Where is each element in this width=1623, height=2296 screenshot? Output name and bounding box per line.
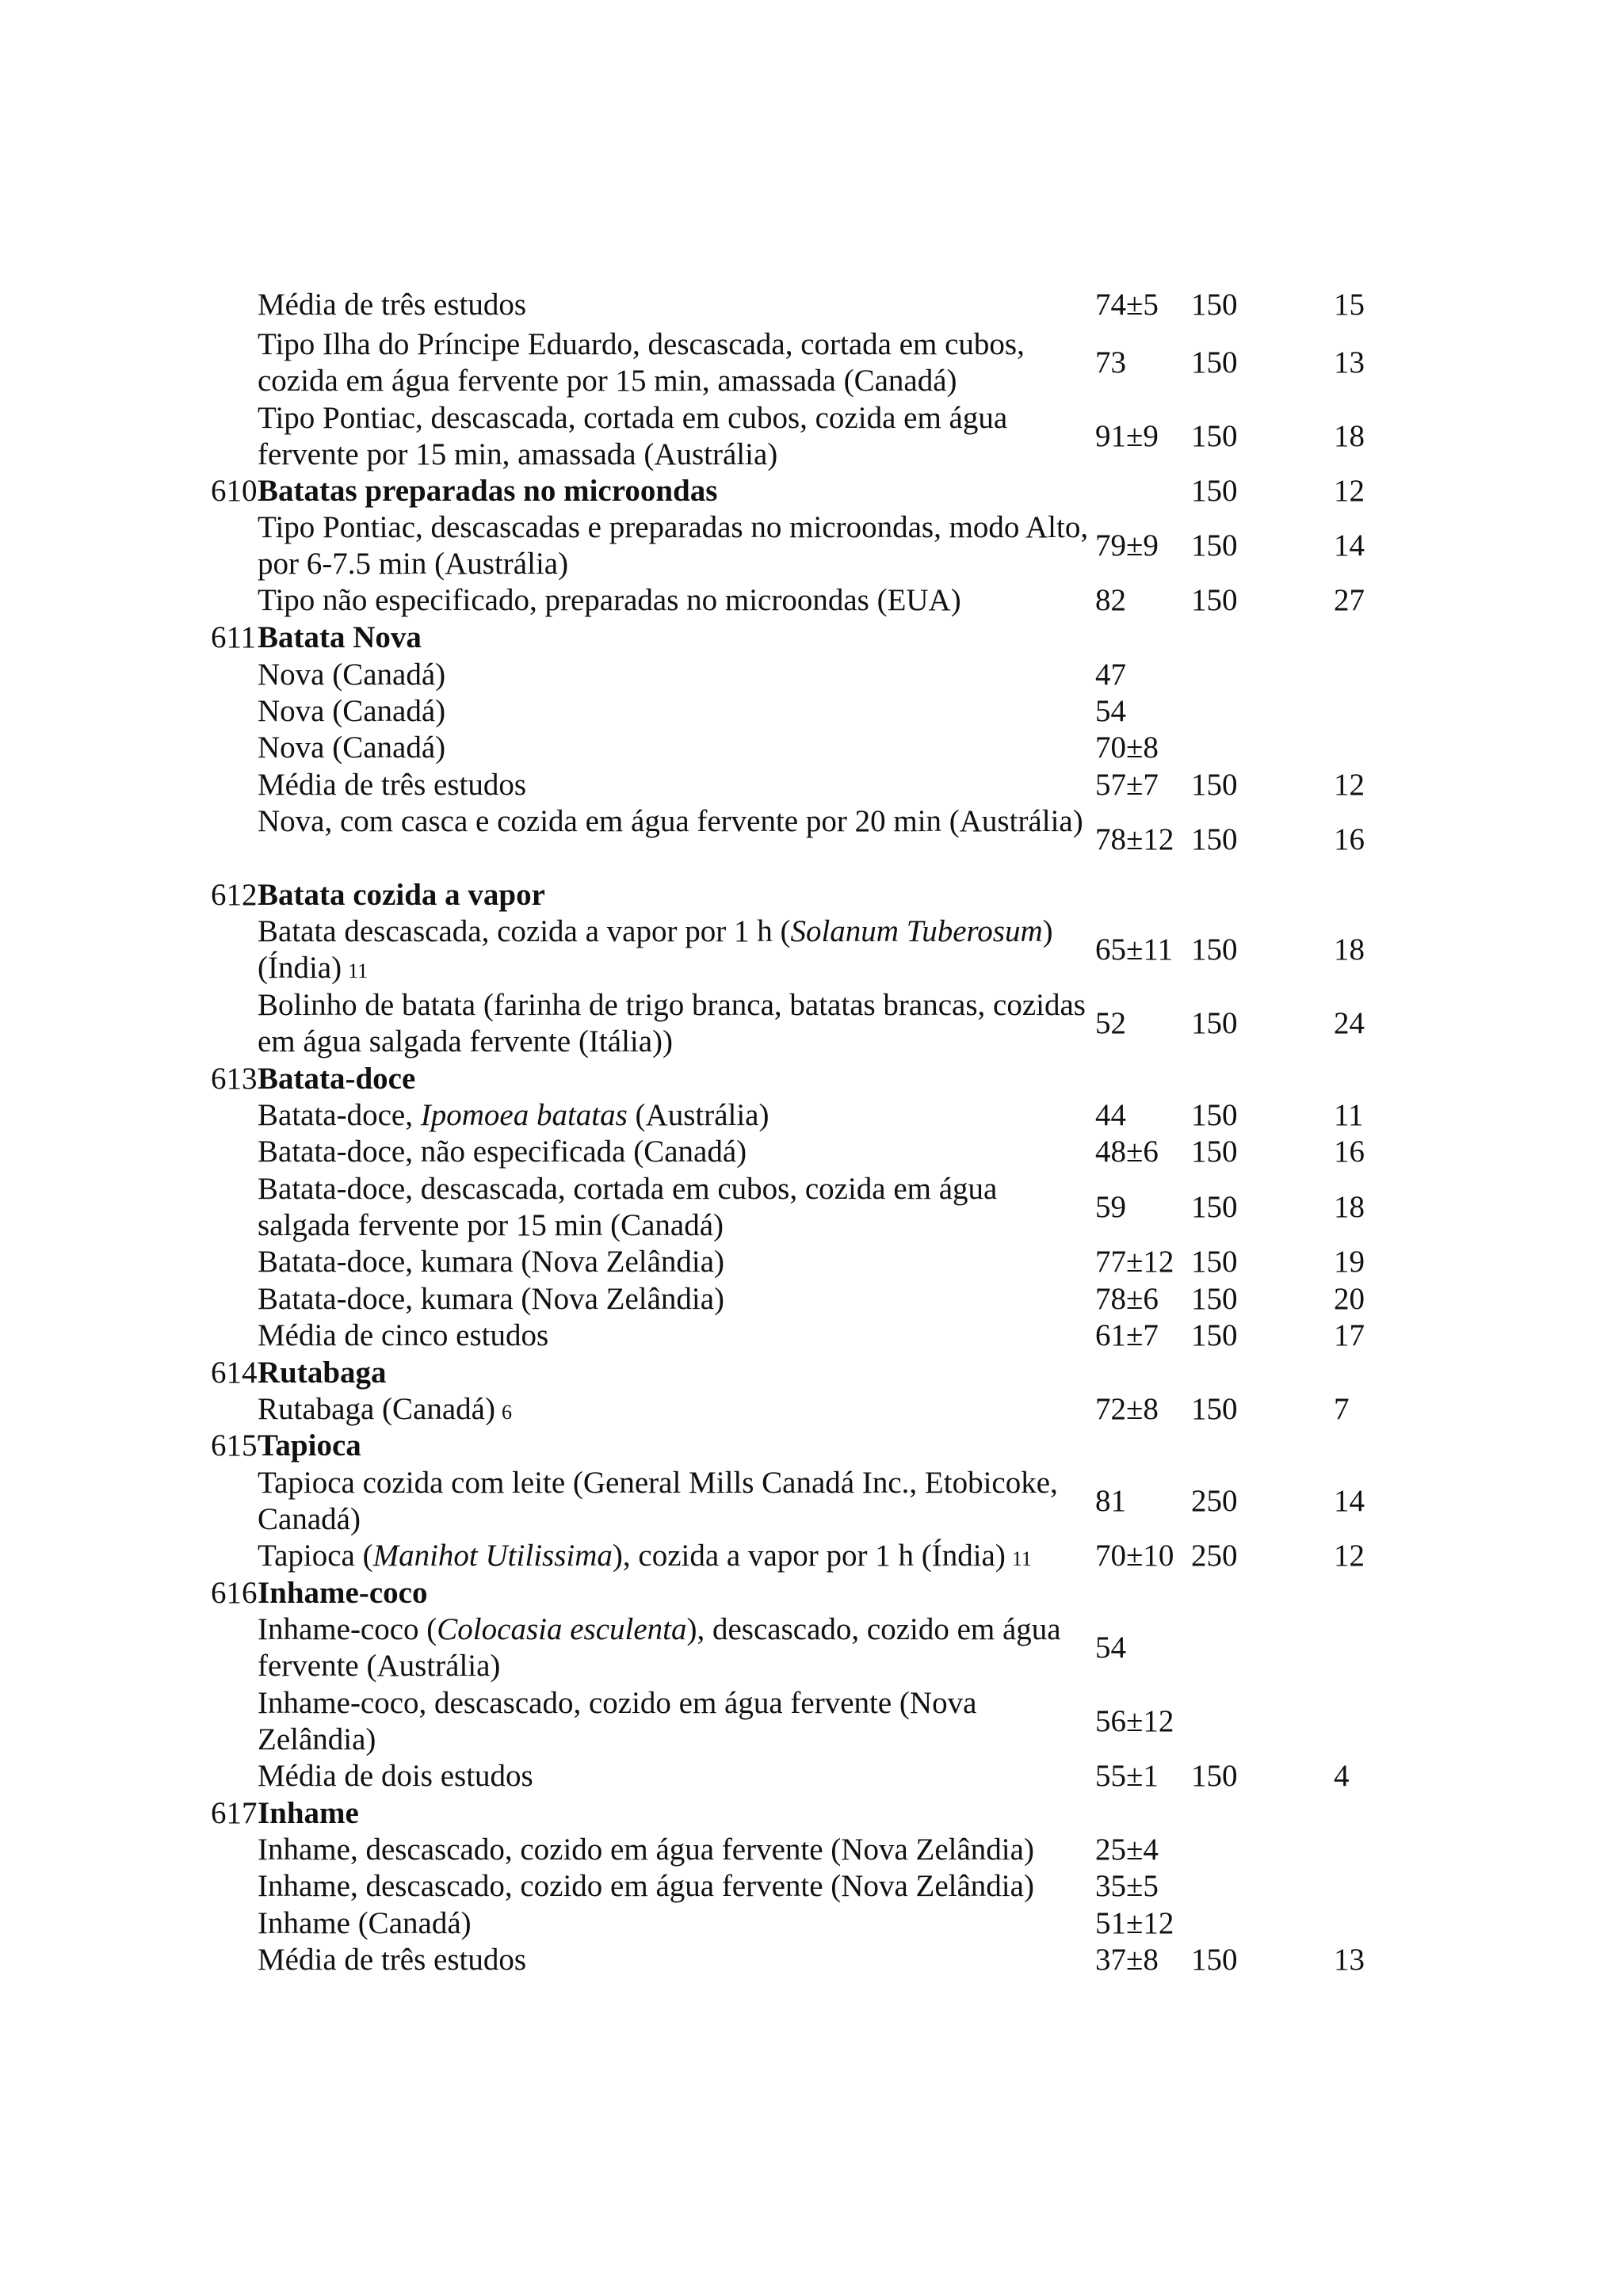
food-description <box>258 287 1090 323</box>
serving-size: 150 <box>1191 1245 1238 1279</box>
food-description <box>258 1905 1090 1942</box>
table-row <box>0 1097 1623 1134</box>
serving-size: 150 <box>1191 419 1238 453</box>
description-text: Média de três estudos <box>258 1943 527 1977</box>
description-text: Média de três estudos <box>258 768 527 802</box>
description-text: Tipo não especificado, preparadas no microondas (EUA) <box>258 583 961 617</box>
description-text: Batata-doce, <box>258 1098 421 1132</box>
serving-size: 150 <box>1191 345 1238 379</box>
description-text: Batata-doce, não especificada (Canadá) <box>258 1135 747 1169</box>
serving-size: 150 <box>1191 1135 1238 1169</box>
gi-value: 65±11 <box>1095 933 1173 967</box>
description-text: Tapioca cozida com leite (General Mills Canadá Inc., Etobicoke, Canadá) <box>258 1466 1058 1536</box>
category-title <box>258 1575 1090 1611</box>
category-title <box>258 1061 1090 1097</box>
description-text: Tipo Ilha do Príncipe Eduardo, descascada, cortada em cubos, cozida em água fervente por 15 min, amassada (Canadá) <box>258 327 1025 398</box>
description-text: Batatas preparadas no microondas <box>258 474 718 508</box>
description-text: Inhame-coco, descascado, cozido em água fervente (Nova Zelândia) <box>258 1686 977 1756</box>
description-text: Batata-doce, descascada, cortada em cubos, cozida em água salgada fervente por 15 min (Canadá) <box>258 1172 998 1242</box>
description-text: Tapioca ( <box>258 1539 373 1573</box>
table-row <box>0 730 1623 766</box>
serving-size: 150 <box>1191 583 1238 617</box>
glycemic-load: 14 <box>1334 1484 1365 1518</box>
serving-size: 150 <box>1191 822 1238 856</box>
gi-value: 74±5 <box>1095 288 1159 322</box>
food-description <box>258 1832 1090 1868</box>
glycemic-load: 14 <box>1334 528 1365 563</box>
gi-value: 77±12 <box>1095 1245 1174 1279</box>
glycemic-load: 16 <box>1334 1135 1365 1169</box>
glycemic-load: 18 <box>1334 933 1365 967</box>
table-row <box>0 400 1623 473</box>
category-row <box>0 1355 1623 1391</box>
description-text: Nova (Canadá) <box>258 694 446 728</box>
food-description <box>258 1391 1090 1431</box>
description-text: Rutabaga (Canadá) <box>258 1392 495 1426</box>
glycemic-load: 7 <box>1334 1392 1350 1426</box>
glycemic-load: 13 <box>1334 345 1365 379</box>
food-description <box>258 987 1090 1060</box>
gi-value: 70±8 <box>1095 730 1159 765</box>
food-description <box>258 1281 1090 1318</box>
glycemic-load: 13 <box>1334 1943 1365 1977</box>
description-text: Nova (Canadá) <box>258 658 446 692</box>
table-row <box>0 1134 1623 1170</box>
reference-number: 11 <box>348 959 369 982</box>
gi-value: 82 <box>1095 583 1126 617</box>
gi-value: 25±4 <box>1095 1833 1159 1867</box>
description-text: ), descascado, cozido em água fervente (Austrália) <box>258 1612 1061 1683</box>
description-text: Bolinho de batata (farinha de trigo branca, batatas brancas, cozidas em água salgada fervente (Itália)) <box>258 988 1086 1058</box>
reference-number: 11 <box>1011 1547 1032 1570</box>
description-text: ) (Índia) <box>258 914 1053 985</box>
description-text: Batata-doce, kumara (Nova Zelândia) <box>258 1245 725 1279</box>
table-row <box>0 1868 1623 1905</box>
food-description <box>258 400 1090 473</box>
category-number: 611 <box>211 620 257 654</box>
description-text: Média de dois estudos <box>258 1759 533 1793</box>
gi-value: 61±7 <box>1095 1318 1159 1352</box>
category-title <box>258 473 1090 509</box>
species-name: Solanum Tuberosum <box>790 914 1043 948</box>
serving-size: 150 <box>1191 528 1238 563</box>
category-title <box>258 1355 1090 1391</box>
glycemic-load: 4 <box>1334 1759 1350 1793</box>
gi-value: 78±6 <box>1095 1282 1159 1316</box>
table-row <box>0 1281 1623 1318</box>
table-row <box>0 1171 1623 1244</box>
category-number: 614 <box>211 1356 258 1390</box>
glycemic-load: 12 <box>1334 1539 1365 1573</box>
gi-value: 78±12 <box>1095 822 1174 856</box>
description-text: Nova (Canadá) <box>258 730 446 765</box>
gi-value: 72±8 <box>1095 1392 1159 1426</box>
food-description <box>258 1942 1090 1978</box>
food-description <box>258 582 1090 619</box>
category-number: 616 <box>211 1576 258 1610</box>
food-description <box>258 913 1090 990</box>
glycemic-load: 20 <box>1334 1282 1365 1316</box>
serving-size: 150 <box>1191 288 1238 322</box>
glycemic-load: 11 <box>1334 1098 1364 1132</box>
glycemic-load: 17 <box>1334 1318 1365 1352</box>
serving-size: 150 <box>1191 1006 1238 1040</box>
table-row <box>0 509 1623 582</box>
food-description <box>258 803 1090 840</box>
food-description <box>258 1685 1090 1758</box>
serving-size: 150 <box>1191 1392 1238 1426</box>
description-text: Tipo Pontiac, descascadas e preparadas no microondas, modo Alto, por 6-7.5 min (Austrália) <box>258 510 1089 581</box>
category-title <box>258 1428 1090 1464</box>
category-row <box>0 1575 1623 1611</box>
species-name: Colocasia esculenta <box>437 1612 687 1646</box>
food-description <box>258 1465 1090 1538</box>
category-row <box>0 1795 1623 1832</box>
category-row <box>0 1428 1623 1464</box>
gi-value: 79±9 <box>1095 528 1159 563</box>
table-row <box>0 987 1623 1060</box>
description-text: Tapioca <box>258 1428 361 1463</box>
food-description <box>258 693 1090 730</box>
food-description <box>258 1097 1090 1134</box>
table-row <box>0 693 1623 730</box>
table-row <box>0 1758 1623 1794</box>
description-text: Batata descascada, cozida a vapor por 1 h ( <box>258 914 791 948</box>
category-row <box>0 1061 1623 1097</box>
table-row <box>0 1611 1623 1684</box>
gi-value: 73 <box>1095 345 1126 379</box>
food-description <box>258 1611 1090 1684</box>
description-text: Inhame (Canadá) <box>258 1906 472 1940</box>
glycemic-load: 16 <box>1334 822 1365 856</box>
category-number: 610 <box>211 474 258 508</box>
description-text: Média de três estudos <box>258 288 527 322</box>
food-description <box>258 730 1090 766</box>
description-text: Inhame, descascado, cozido em água fervente (Nova Zelândia) <box>258 1833 1034 1867</box>
description-text: Inhame, descascado, cozido em água fervente (Nova Zelândia) <box>258 1869 1034 1903</box>
description-text: (Austrália) <box>627 1098 769 1132</box>
category-number: 617 <box>211 1796 258 1830</box>
table-row <box>0 803 1623 876</box>
category-number: 612 <box>211 878 258 912</box>
serving-size: 150 <box>1191 1282 1238 1316</box>
table-row <box>0 1465 1623 1538</box>
description-text: Batata-doce <box>258 1062 416 1096</box>
food-description <box>258 767 1090 803</box>
food-description <box>258 657 1090 693</box>
food-description <box>258 1134 1090 1170</box>
gi-value: 57±7 <box>1095 768 1159 802</box>
gi-value: 47 <box>1095 658 1126 692</box>
food-description <box>258 509 1090 582</box>
category-title <box>258 877 1090 913</box>
glycemic-load: 12 <box>1334 768 1365 802</box>
table-row <box>0 287 1623 323</box>
glycemic-load: 19 <box>1334 1245 1365 1279</box>
category-number: 613 <box>211 1062 258 1096</box>
food-description <box>258 1318 1090 1354</box>
table-row <box>0 1905 1623 1942</box>
table-row <box>0 1685 1623 1758</box>
table-row <box>0 326 1623 399</box>
gi-value: 54 <box>1095 1630 1126 1665</box>
table-row <box>0 1832 1623 1868</box>
table-row <box>0 767 1623 803</box>
glycemic-load: 18 <box>1334 1190 1365 1224</box>
gi-value: 91±9 <box>1095 419 1159 453</box>
table-row <box>0 1942 1623 1978</box>
gi-value: 54 <box>1095 694 1126 728</box>
description-text: ), cozida a vapor por 1 h (Índia) <box>612 1539 1006 1573</box>
gi-value: 48±6 <box>1095 1135 1159 1169</box>
glycemic-load: 27 <box>1334 583 1365 617</box>
category-title <box>258 1795 1090 1832</box>
gi-value: 51±12 <box>1095 1906 1174 1940</box>
gi-value: 55±1 <box>1095 1759 1159 1793</box>
serving-size: 150 <box>1191 1098 1238 1132</box>
gi-value: 35±5 <box>1095 1869 1159 1903</box>
glycemic-load: 12 <box>1334 474 1365 508</box>
category-row <box>0 877 1623 913</box>
description-text: Inhame-coco <box>258 1576 428 1610</box>
description-text: Média de cinco estudos <box>258 1318 549 1352</box>
table-row <box>0 913 1623 986</box>
description-text: Tipo Pontiac, descascada, cortada em cubos, cozida em água fervente por 15 min, amassada (Austrália) <box>258 401 1008 471</box>
description-text: Nova, com casca e cozida em água fervente por 20 min (Austrália) <box>258 804 1083 838</box>
table-row <box>0 1538 1623 1574</box>
category-title <box>258 620 1090 656</box>
gi-value: 44 <box>1095 1098 1126 1132</box>
food-description <box>258 1244 1090 1280</box>
table-row <box>0 1318 1623 1354</box>
serving-size: 150 <box>1191 474 1238 508</box>
serving-size: 250 <box>1191 1484 1238 1518</box>
food-description <box>258 1171 1090 1244</box>
description-text: Inhame <box>258 1796 359 1830</box>
gi-value: 81 <box>1095 1484 1126 1518</box>
serving-size: 150 <box>1191 1190 1238 1224</box>
glycemic-load: 18 <box>1334 419 1365 453</box>
description-text: Batata Nova <box>258 620 422 654</box>
category-number: 615 <box>211 1428 258 1463</box>
gi-value: 52 <box>1095 1006 1126 1040</box>
table-row <box>0 582 1623 619</box>
serving-size: 150 <box>1191 933 1238 967</box>
serving-size: 150 <box>1191 1759 1238 1793</box>
food-description <box>258 1868 1090 1905</box>
species-name: Manihot Utilissima <box>372 1539 613 1573</box>
serving-size: 150 <box>1191 1943 1238 1977</box>
serving-size: 150 <box>1191 768 1238 802</box>
description-text: Batata-doce, kumara (Nova Zelândia) <box>258 1282 725 1316</box>
food-description <box>258 1758 1090 1794</box>
table-row <box>0 1244 1623 1280</box>
serving-size: 150 <box>1191 1318 1238 1352</box>
table-row <box>0 657 1623 693</box>
glycemic-load: 15 <box>1334 288 1365 322</box>
gi-value: 37±8 <box>1095 1943 1159 1977</box>
species-name: Ipomoea batatas <box>420 1098 628 1132</box>
table-row <box>0 1391 1623 1428</box>
description-text: Inhame-coco ( <box>258 1612 437 1646</box>
reference-number: 6 <box>501 1401 512 1424</box>
category-row <box>0 473 1623 509</box>
category-row <box>0 620 1623 656</box>
food-description <box>258 326 1090 399</box>
description-text: Rutabaga <box>258 1356 387 1390</box>
gi-value: 59 <box>1095 1190 1126 1224</box>
gi-value: 70±10 <box>1095 1539 1174 1573</box>
glycemic-load: 24 <box>1334 1006 1365 1040</box>
serving-size: 250 <box>1191 1539 1238 1573</box>
food-description <box>258 1538 1090 1577</box>
description-text: Batata cozida a vapor <box>258 878 545 912</box>
gi-value: 56±12 <box>1095 1704 1174 1738</box>
